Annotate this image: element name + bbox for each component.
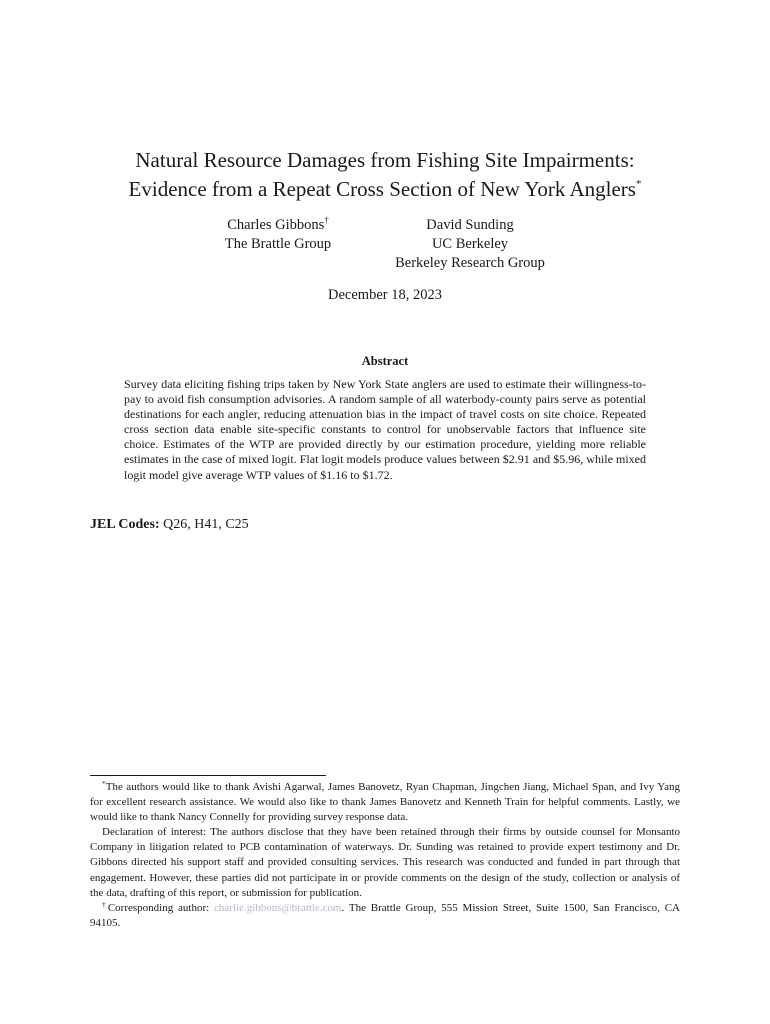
- abstract-text: Survey data eliciting fishing trips taken by New York State anglers are used to estimate their willingness-to-pay to avoid fish consumption advisories. A random sample of all waterbody-county pairs serve as potential destinations for each angler, reducing attenuation bias in the impact of travel costs on site choice. Repeated cross section data enable site-specific constants to control for unobservable factors that influence site choice. Estimates of the WTP are provided directly by our estimation procedure, yielding more reliable estimates in the case of mixed logit. Flat logit models produce values between $2.91 and $5.96, while mixed logit model give average WTP values of $1.16 to $1.72.: [124, 377, 646, 482]
- jel-label: JEL Codes:: [90, 517, 160, 532]
- author-gibbons: [198, 216, 358, 254]
- footnote-text: The authors would like to thank Avishi Agarwal, James Banovetz, Ryan Chapman, Jingchen Jiang, Michael Span, and Ivy Yang for excellent research assistance. We would also like to thank James Banovetz and Kenneth Train for helpful comments. Lastly, we would like to thank Nancy Connelly for providing survey response data.: [90, 781, 680, 824]
- title-footnote-mark: *: [635, 178, 642, 190]
- footnote-rule: [90, 775, 326, 776]
- author-name: David Sunding: [426, 217, 514, 233]
- author-sunding: [380, 216, 560, 273]
- jel-values: Q26, H41, C25: [163, 517, 249, 532]
- jel-codes: [90, 515, 680, 534]
- footnote-mark: *: [102, 779, 106, 788]
- abstract-heading: Abstract: [361, 354, 409, 368]
- paper-title: [90, 146, 680, 204]
- author-footnote-mark: †: [324, 215, 329, 225]
- title-line-1: Natural Resource Damages from Fishing Site Impairments:: [135, 148, 635, 172]
- author-affiliation: Berkeley Research Group: [395, 255, 545, 271]
- footnotes: [90, 780, 680, 931]
- footnote-declaration: Declaration of interest: The authors disclose that they have been retained through their firms by outside counsel for Monsanto Company in litigation related to PCB contamination of waterways. Dr. Sunding was retained to provide expert testimony and Dr. Gibbons directed his support staff and provided consulting services. This research was conducted and funded in part through that engagement. However, these parties did not participate in or provide comments on the design of the study, collection or analysis of the data, drafting of this report, or submission for publication.: [90, 826, 680, 899]
- paper-date: December 18, 2023: [328, 287, 442, 303]
- title-line-2: Evidence from a Repeat Cross Section of New York Anglers: [128, 177, 636, 201]
- footnote-acknowledgements: [90, 780, 680, 825]
- footnote-corresponding-author: [90, 901, 680, 931]
- author-affiliation: The Brattle Group: [224, 236, 332, 252]
- corresponding-email-link[interactable]: charlie.gibbons@brattle.com: [214, 901, 342, 914]
- author-name: Charles Gibbons: [227, 217, 325, 233]
- footnote-suffix: . The Brattle Group, 555 Mission Street, Suite 1500, San Francisco, CA 94105.: [90, 901, 681, 929]
- footnote-prefix: Corresponding author:: [107, 901, 215, 914]
- author-affiliation: UC Berkeley: [431, 236, 509, 252]
- footnote-mark: †: [102, 899, 108, 909]
